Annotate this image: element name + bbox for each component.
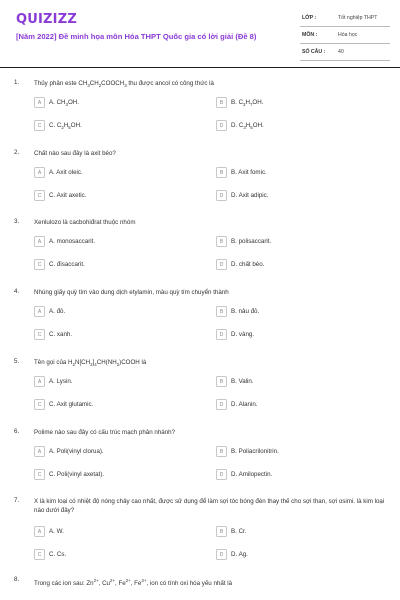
option-text: D. Amilopectin. <box>231 471 273 478</box>
option-letter-box: C <box>34 549 45 560</box>
option-text: B. Cr. <box>231 528 247 535</box>
option-letter-box: A <box>34 167 45 178</box>
option-letter-box: A <box>34 526 45 537</box>
option-text: C. Poli(vinyl axetat). <box>49 471 105 478</box>
option-letter-box: C <box>34 329 45 340</box>
question-text: Polime nào sau đây có cấu trúc mạch phân nhánh? <box>34 429 176 436</box>
question-number: 2. <box>14 149 20 156</box>
option-letter-box: D <box>216 469 227 480</box>
question-text: Tên gọi của $H_2N[CH_2]_4CH(NH_2)COOH$ là <box>34 359 147 368</box>
option-text: B. Valin. <box>231 378 254 385</box>
option-letter-box: C <box>34 120 45 131</box>
meta-row-question-count <box>300 46 390 61</box>
meta-label: SỐ CÂU : <box>302 49 326 55</box>
option-text: B. $C_3H_7OH$. <box>231 99 264 108</box>
option-letter-box: C <box>34 190 45 201</box>
option-letter-box: C <box>34 259 45 270</box>
option-text: C. Axit glutamic. <box>49 401 94 408</box>
option-text: A. W. <box>49 528 64 535</box>
option-text: C. đisaccarit. <box>49 261 85 268</box>
option-letter-box: A <box>34 97 45 108</box>
option-letter-box: C <box>34 399 45 410</box>
option-text: D. chất béo. <box>231 261 265 268</box>
option-letter-box: B <box>216 236 227 247</box>
question-number: 5. <box>14 358 20 365</box>
option-text: D. $C_3H_5OH$. <box>231 122 264 131</box>
option-text: A. Lysin. <box>49 378 73 385</box>
option-text: A. Poli(vinyl clorua). <box>49 448 104 455</box>
option-letter-box: D <box>216 259 227 270</box>
option-letter-box: D <box>216 120 227 131</box>
meta-value: Hóa học <box>338 32 358 38</box>
option-text: B. Axit fomic. <box>231 169 267 176</box>
option-letter-box: A <box>34 306 45 317</box>
question-number: 8. <box>14 576 20 583</box>
option-text: D. Ag. <box>231 551 248 558</box>
option-letter-box: D <box>216 190 227 201</box>
option-text: C. $C_2H_5OH$. <box>49 122 82 131</box>
option-text: C. Axit axetic. <box>49 192 87 199</box>
question-text: X là kim loại có nhiệt độ nóng chảy cao nhất, được sử dụng để làm sợi tóc bóng đèn thay thế cho sợi than, sợi osimi. là kim loại nào dưới đây? <box>34 498 385 514</box>
option-text: C. xanh. <box>49 331 73 338</box>
option-letter-box: B <box>216 306 227 317</box>
question-text: Trong các ion sau: $Zn^{2+}$, $Cu^{2+}$, $Fe^{2+}$, $Fe^{3+}$, ion có tính oxi hóa yếu nhất là <box>34 578 233 588</box>
option-text: A. đỏ. <box>49 308 66 315</box>
meta-value: Tốt nghiệp THPT <box>338 15 378 21</box>
option-letter-box: D <box>216 329 227 340</box>
option-letter-box: B <box>216 526 227 537</box>
question-number: 1. <box>14 79 20 86</box>
meta-label: MÔN : <box>302 32 318 38</box>
option-text: C. Cs. <box>49 551 67 558</box>
option-letter-box: D <box>216 549 227 560</box>
option-text: A. Axit oleic. <box>49 169 83 176</box>
option-text: A. monosaccarit. <box>49 238 96 245</box>
question-number: 7. <box>14 497 20 504</box>
option-text: D. Alanin. <box>231 401 258 408</box>
meta-value: 40 <box>338 49 344 55</box>
option-text: A. $CH_3OH$. <box>49 99 79 108</box>
worksheet-header <box>0 0 400 64</box>
meta-row-class <box>300 12 390 27</box>
quizizz-logo: QUIZIZZ <box>16 12 77 27</box>
option-letter-box: A <box>34 446 45 457</box>
meta-row-subject <box>300 29 390 44</box>
worksheet-title: [Năm 2022] Đề minh họa môn Hóa THPT Quốc gia có lời giải (Đề 8) <box>16 32 257 41</box>
question-number: 6. <box>14 428 20 435</box>
question-text: Thủy phân este $CH_3CH_2COOCH_3$ thu được ancol có công thức là <box>34 80 214 89</box>
option-text: D. Axit adipic. <box>231 192 269 199</box>
option-letter-box: D <box>216 399 227 410</box>
option-letter-box: B <box>216 376 227 387</box>
option-text: D. vàng. <box>231 331 255 338</box>
option-letter-box: B <box>216 167 227 178</box>
question-number: 3. <box>14 218 20 225</box>
option-letter-box: C <box>34 469 45 480</box>
option-text: B. nâu đỏ. <box>231 308 260 315</box>
meta-label: LỚP : <box>302 15 317 21</box>
option-text: B. Poliacrilonitrin. <box>231 448 279 455</box>
option-letter-box: B <box>216 446 227 457</box>
question-text: Xenlulozo là cacbohiđrat thuộc nhóm <box>34 219 136 226</box>
header-divider <box>0 67 400 68</box>
question-text: Chất nào sau đây là axit béo? <box>34 150 116 157</box>
option-letter-box: B <box>216 97 227 108</box>
question-text: Nhúng giấy quỳ tím vào dung dịch etylamin, màu quỳ tím chuyển thành <box>34 289 229 296</box>
option-letter-box: A <box>34 376 45 387</box>
worksheet-meta <box>300 12 390 63</box>
question-number: 4. <box>14 288 20 295</box>
option-letter-box: A <box>34 236 45 247</box>
option-text: B. polisaccarit. <box>231 238 272 245</box>
